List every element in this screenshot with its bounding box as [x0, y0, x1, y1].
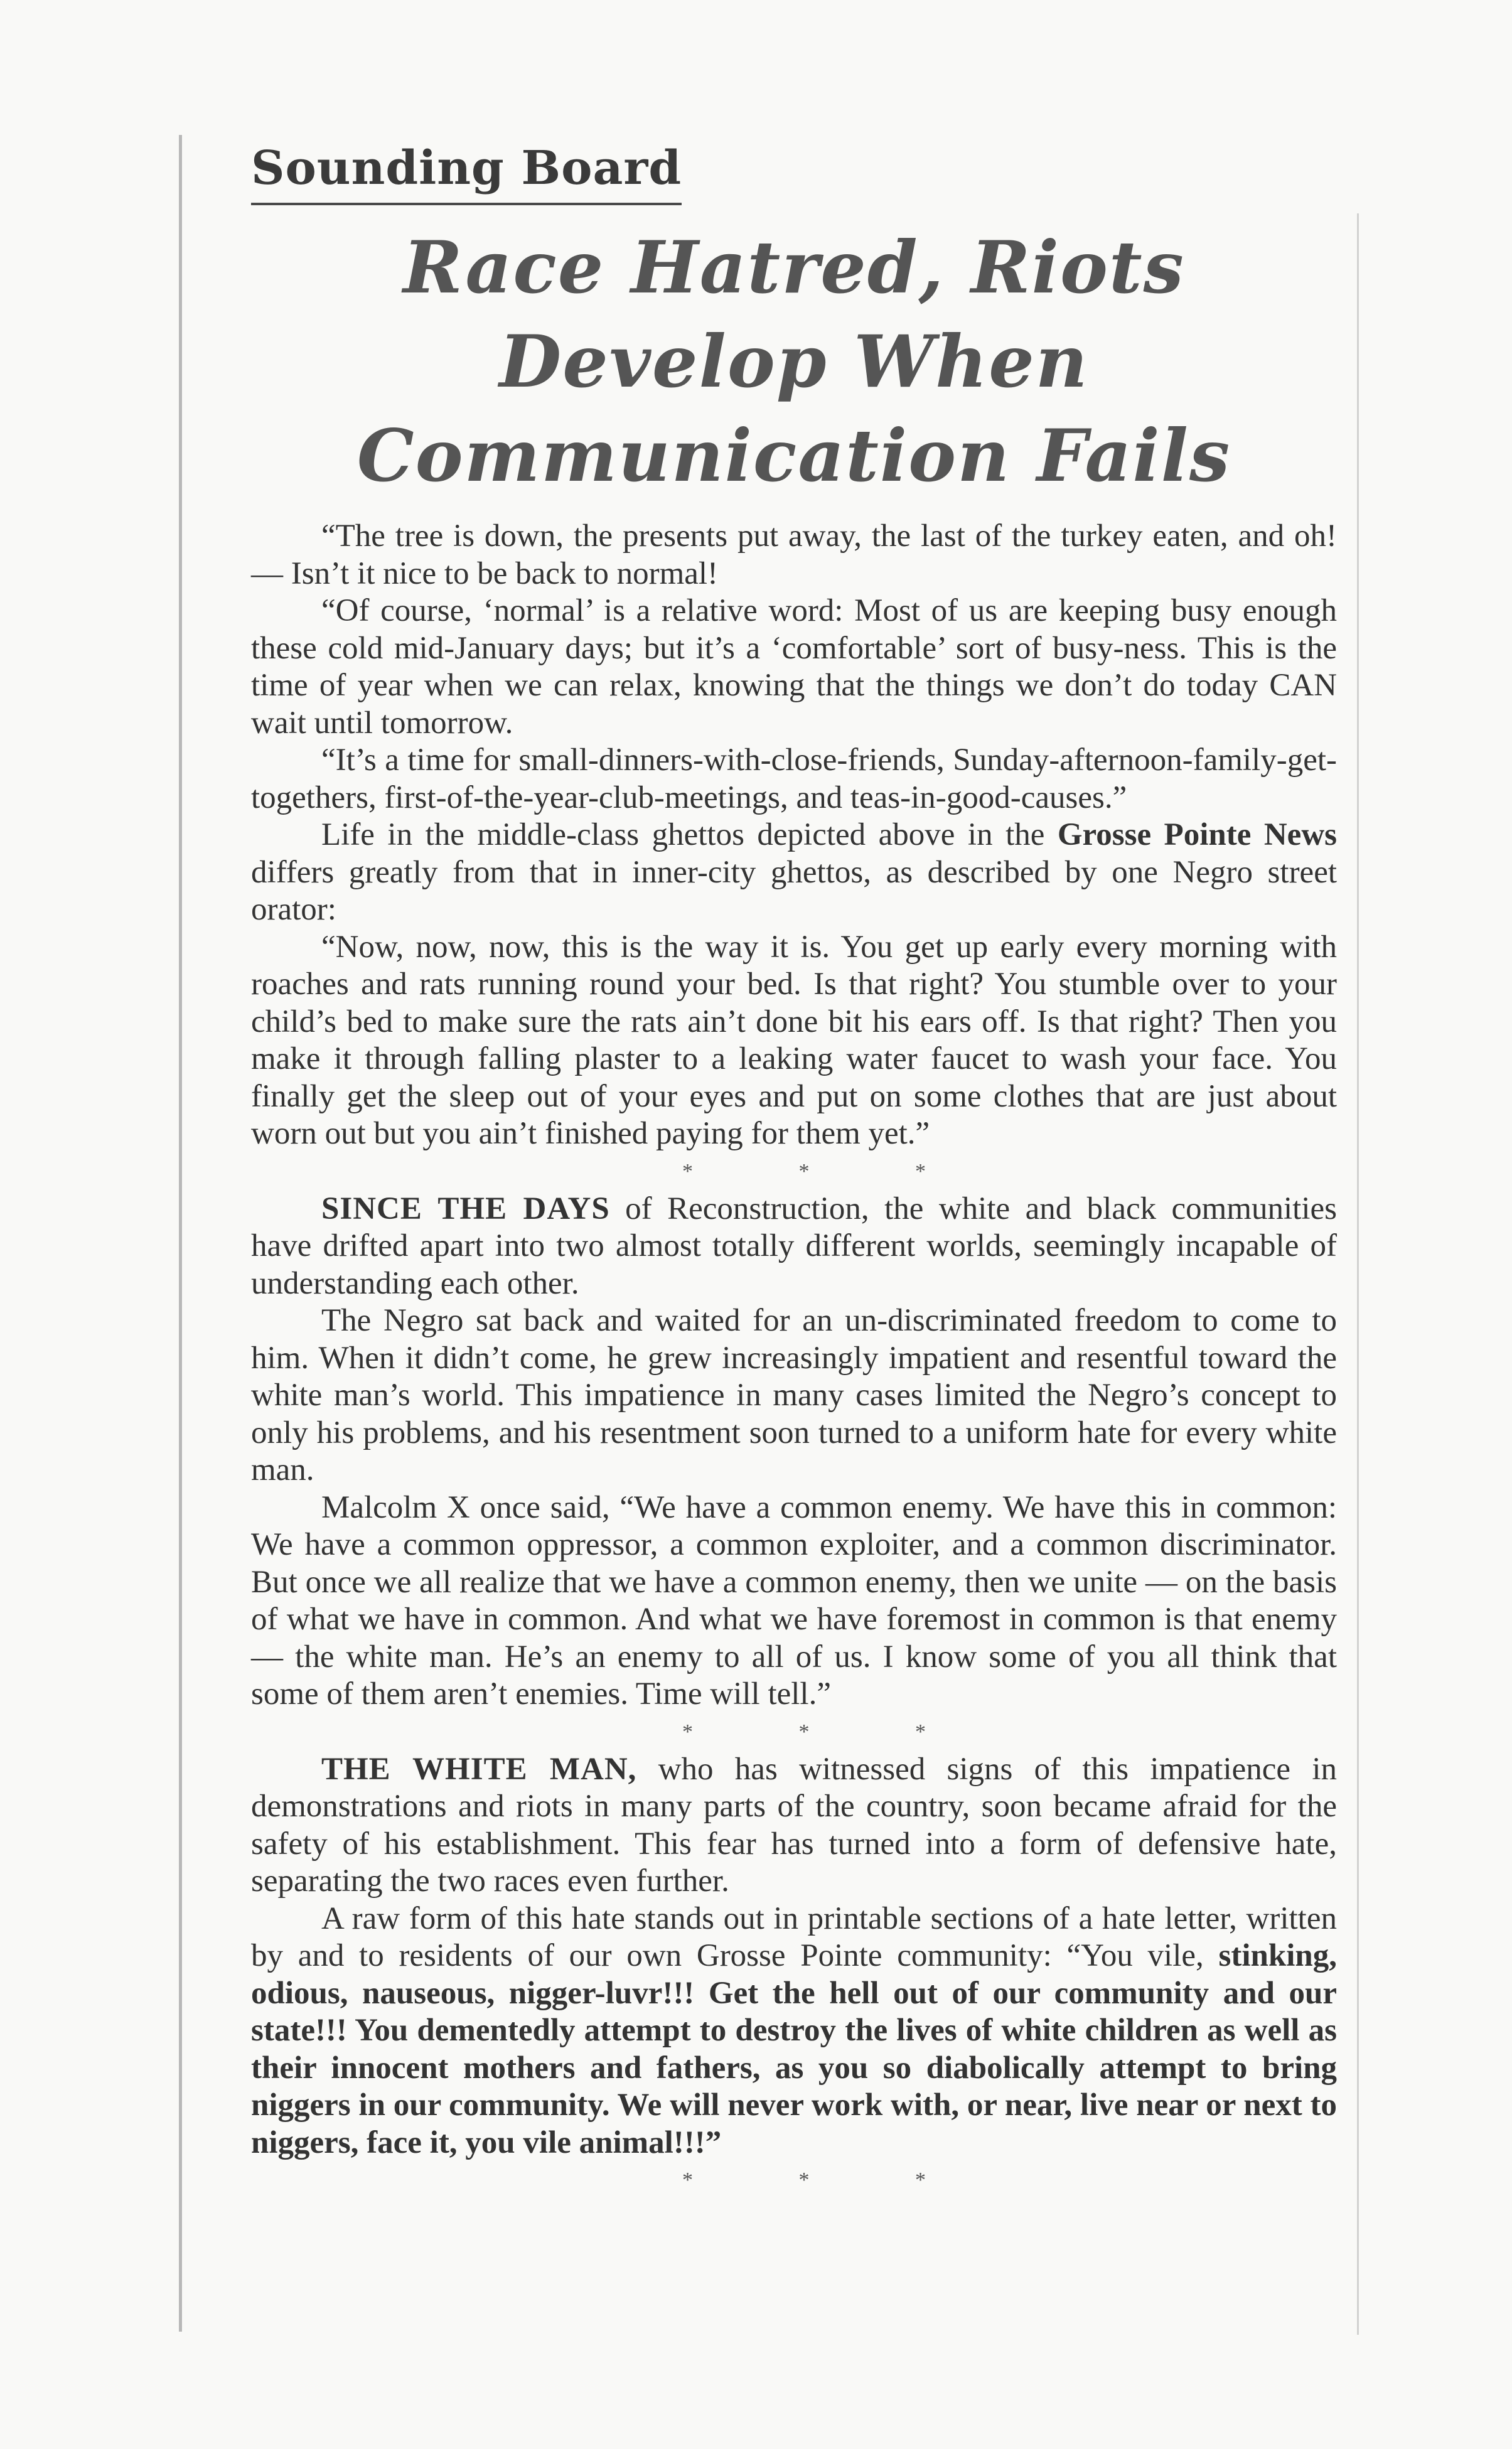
section-2-lead: SINCE THE DAYS: [321, 1191, 610, 1226]
paragraph-3: “It’s a time for small-dinners-with-close-friends, Sunday-afternoon-family-get-togethers, first-of-the-year-club-meetings, and teas-in-good-causes.”: [251, 742, 1337, 815]
section-separator-2: * * *: [682, 1720, 976, 1744]
section-separator-3: * * *: [682, 2168, 976, 2192]
article-column: [251, 141, 1337, 2199]
article-body: [251, 518, 1337, 2199]
section-3-lead-rest: who has witnessed signs of this impatience in demonstrations and riots in many parts of the country, soon became afraid for the safety of his establishment. This fear has turned into a form of defensive hate, separating the two races even further.: [251, 1751, 1337, 1899]
section-3-lead-paragraph: [251, 1751, 1337, 1900]
hate-letter-paragraph: [251, 1900, 1337, 2162]
paragraph-4: [251, 817, 1337, 929]
street-orator-quote: “Now, now, now, this is the way it is. You get up early every morning with roaches and rats running round your bed. Is that right? You stumble over to your child’s bed to make sure the rats ain’t done bit his ears off. Is that right? Then you make it through falling plaster to a leaking water faucet to wash your face. You finally get the sleep out of your eyes and put on some clothes that are just about worn out but you ain’t finished paying for them yet.”: [251, 929, 1337, 1151]
malcolm-x-quote: Malcolm X once said, “We have a common enemy. We have this in common: We have a common oppressor, a common exploiter, and a common discriminator. But once we all realize that we have a common enemy, then we unite — on the basis of what we have in common. And what we have foremost in common is that enemy — the white man. He’s an enemy to all of us. I know some of you all think that some of them aren’t enemies. Time will tell.”: [251, 1489, 1337, 1712]
hate-letter-quote: stinking, odious, nauseous, nigger-luvr!!! Get the hell out of our community and our state!!! You dementedly attempt to destroy the lives of white children as well as their innocent mothers and fathers, as you so diabolically attempt to bring niggers in our community. We will never work with, or near, live near or next to niggers, face it, you vile animal!!!”: [251, 1938, 1337, 2160]
hate-letter-intro: A raw form of this hate stands out in printable sections of a hate letter, written by and to residents of our own Grosse Pointe community: “You vile,: [251, 1900, 1337, 1973]
paragraph-2: “Of course, ‘normal’ is a relative word: Most of us are keeping busy enough these cold mid-January days; but it’s a ‘comfortable’ sort of busy-ness. This is the time of year when we can relax, knowing that the things we don’t do today CAN wait until tomorrow.: [251, 593, 1337, 741]
section-2-paragraph-2: The Negro sat back and waited for an un-discriminated freedom to come to him. When it didn’t come, he grew increasingly impatient and resentful toward the white man’s world. This impatience in many cases limited the Negro’s concept to only his problems, and his resentment soon turned to a uniform hate for every white man.: [251, 1303, 1337, 1487]
headline: Race Hatred, Riots Develop When Communication Fails: [357, 225, 1231, 498]
section-2-lead-rest: of Reconstruction, the white and black communities have drifted apart into two almost totally different worlds, seemingly incapable of understanding each other.: [251, 1191, 1337, 1301]
clipping-right-edge: [1357, 213, 1359, 2335]
clipping-left-edge: [179, 135, 182, 2332]
section-2-lead-paragraph: [251, 1191, 1337, 1303]
section-separator-1: * * *: [682, 1159, 976, 1183]
newspaper-name: Grosse Pointe News: [1057, 817, 1337, 852]
paragraph-4-start: Life in the middle-class ghettos depicted above in the: [321, 817, 1058, 852]
column-kicker: Sounding Board: [251, 141, 682, 205]
section-3-lead: THE WHITE MAN,: [321, 1751, 637, 1787]
paragraph-1: “The tree is down, the presents put away, the last of the turkey eaten, and oh! — Isn’t it nice to be back to normal!: [251, 518, 1337, 591]
paragraph-4-end: differs greatly from that in inner-city ghettos, as described by one Negro street orator:: [251, 854, 1337, 927]
